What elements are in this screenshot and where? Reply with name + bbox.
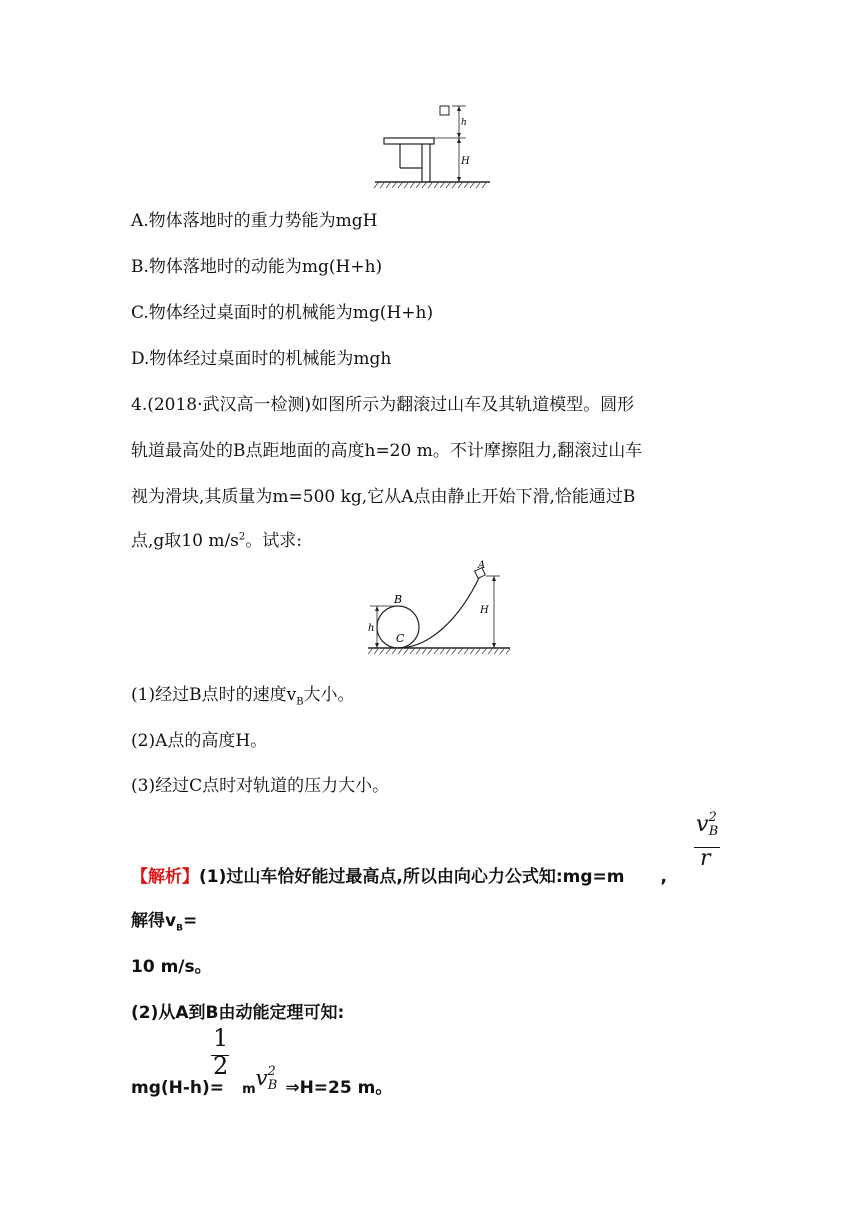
- q4-line-4-suffix: 。试求:: [245, 531, 303, 551]
- solution-line-1-text: (1)过山车恰好能过最高点,所以由向心力公式知:mg=m: [199, 867, 625, 887]
- q4-line-1: 4.(2018·武汉高一检测)如图所示为翻滚过山车及其轨道模型。圆形: [131, 395, 635, 415]
- solution-line-5: [131, 1064, 393, 1098]
- fig1-label-H: H: [461, 156, 470, 167]
- line5-v: v: [255, 1066, 268, 1090]
- q4-line-4: [131, 526, 302, 551]
- solution-line-1: [131, 862, 667, 887]
- table-block-figure: [370, 98, 495, 190]
- option-a: A.物体落地时的重力势能为mgH: [131, 211, 378, 231]
- solution-line-5-prefix: mg(H-h)=: [131, 1078, 225, 1098]
- fig2-label-A: A: [478, 560, 486, 571]
- sub-question-1: [131, 680, 355, 707]
- sub-q1-sub: B: [296, 696, 304, 708]
- line5-sup: 2: [267, 1064, 276, 1079]
- sub-question-3: (3)经过C点时对轨道的压力大小。: [131, 776, 390, 796]
- fig2-label-h: h: [368, 623, 375, 634]
- frac2-numerator: 1: [213, 1024, 229, 1052]
- fraction-vb2-over-r: [694, 812, 724, 882]
- solution-line-2: [131, 906, 197, 933]
- frac1-v: v: [696, 812, 709, 837]
- frac1-numerator: [696, 812, 726, 837]
- fig1-label-h: h: [461, 118, 467, 128]
- frac2-denominator: 2: [213, 1052, 229, 1080]
- solution-line-2-prefix: 解得v: [131, 911, 177, 931]
- sub-q1-prefix: (1)经过B点时的速度v: [131, 685, 297, 705]
- solution-line-4: (2)从A到B由动能定理可知:: [131, 1003, 345, 1023]
- solution-tag: 【解析】: [131, 867, 199, 887]
- solution-line-2-suffix: =: [182, 911, 198, 931]
- q4-line-3: 视为滑块,其质量为m=500 kg,它从A点由静止开始下滑,恰能通过B: [131, 487, 636, 507]
- option-d: D.物体经过桌面时的机械能为mgh: [131, 349, 392, 369]
- solution-line-2-sub: B: [176, 923, 183, 934]
- fig2-label-B: B: [394, 593, 403, 606]
- q4-line-4-sup: 2: [238, 531, 246, 543]
- sub-question-2: (2)A点的高度H。: [131, 731, 268, 751]
- frac1-sub: B: [708, 824, 719, 839]
- line5-sub: B: [267, 1078, 278, 1093]
- solution-line-5-m: m: [242, 1082, 256, 1097]
- frac1-denominator: r: [700, 846, 711, 871]
- solution-line-3: 10 m/s。: [131, 957, 212, 977]
- option-c: C.物体经过桌面时的机械能为mg(H+h): [131, 303, 434, 323]
- roller-coaster-figure: [360, 558, 520, 658]
- fig2-label-C: C: [396, 632, 405, 645]
- solution-line-5-vb2: [255, 1064, 286, 1093]
- q4-line-4-prefix: 点,g取10 m/s: [131, 531, 239, 551]
- q4-line-2: 轨道最高处的B点距地面的高度h=20 m。不计摩擦阻力,翻滚过山车: [131, 441, 643, 461]
- solution-line-5-suffix: ⇒H=25 m。: [285, 1078, 393, 1098]
- option-b: B.物体落地时的动能为mg(H+h): [131, 257, 383, 277]
- fig2-label-H: H: [480, 605, 489, 616]
- solution-line-1-end: ,: [660, 867, 667, 887]
- frac1-sup: 2: [708, 810, 717, 825]
- sub-q1-suffix: 大小。: [303, 685, 355, 705]
